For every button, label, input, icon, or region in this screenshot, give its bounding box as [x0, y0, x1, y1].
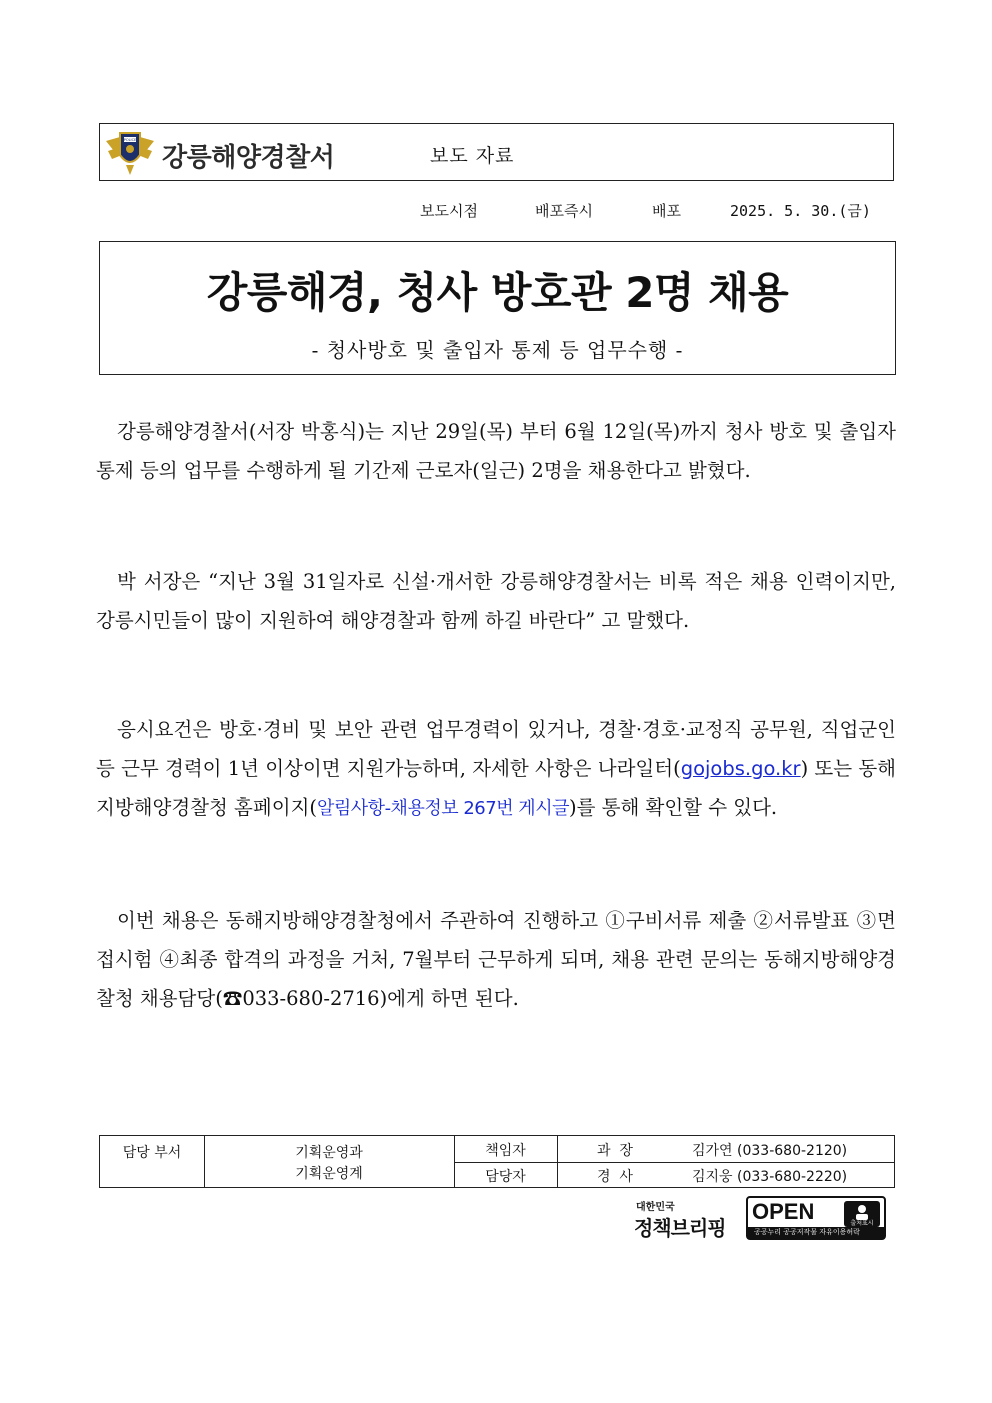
release-date: 2025. 5. 30.(금) — [730, 202, 871, 220]
briefing-big-text: 정책브리핑 — [634, 1216, 726, 1240]
contact-person-2: 김지웅 (033-680-2220) — [692, 1169, 848, 1185]
paragraph-1 — [96, 412, 896, 490]
subtitle: - 청사방호 및 출입자 통제 등 업무수행 - — [311, 338, 684, 362]
dept-label: 담당 부서 — [122, 1145, 182, 1161]
gojobs-link[interactable]: gojobs.go.kr — [680, 757, 801, 780]
title-box — [99, 241, 896, 375]
emblem-text: POLICE — [123, 138, 137, 142]
contact-title-1: 과 장 — [597, 1143, 633, 1159]
contact-table — [99, 1135, 895, 1188]
distribution-label: 배포 — [652, 202, 681, 220]
footer-logos — [634, 1196, 894, 1244]
timing-label: 보도시점 — [420, 202, 478, 220]
dept-line-1: 기획운영과 — [295, 1145, 363, 1161]
attribution-badge-text: 출처표시 — [850, 1220, 874, 1227]
open-label: OPEN — [752, 1199, 815, 1224]
briefing-small-text: 대한민국 — [636, 1202, 675, 1213]
paragraph-4-text: 이번 채용은 동해지방해양경찰청에서 주관하여 진행하고 ①구비서류 제출 ②서류발표 ③면접시험 ④최종 합격의 과정을 거처, 7월부터 근무하게 되며, 채용 관련 문의는 동해지방해양경찰청 채용담당(☎033-680-2716)에게 하면 된다. — [96, 909, 896, 1010]
kogl-caption: 공공누리 공공저작물 자유이용허락 — [748, 1227, 884, 1238]
contact-person-1: 김가연 (033-680-2120) — [692, 1143, 848, 1159]
policy-briefing-logo — [634, 1196, 738, 1242]
kogl-open-badge — [746, 1196, 886, 1240]
press-header — [99, 123, 894, 181]
paragraph-2 — [96, 562, 896, 640]
paragraph-3-part1: 응시요건은 방호·경비 및 보안 관련 업무경력이 있거나, 경찰·경호·교정직 공무원, 직업군인 등 근무 경력이 1년 이상이면 지원가능하며, 자세한 사항은 나라일터( — [96, 718, 896, 780]
paragraph-4 — [96, 901, 896, 1018]
paragraph-2-text: 박 서장은 “지난 3월 31일자로 신설·개서한 강릉해양경찰서는 비록 적은 채용 인력이지만, 강릉시민들이 많이 지원하여 해양경찰과 함께 하길 바란다” 고 말했다. — [96, 570, 896, 632]
paragraph-3-part2: ) 또는 동해지방해양경찰청 홈페이지( — [96, 757, 897, 819]
paragraph-3-part3: )를 통해 확인할 수 있다. — [568, 796, 778, 819]
notice-reference: 알림사항-채용정보 267번 게시글 — [317, 798, 569, 819]
paragraph-1-text: 강릉해양경찰서(서장 박홍식)는 지난 29일(목) 부터 6월 12일(목)까지 청사 방호 및 출입자 통제 등의 업무를 수행하게 될 기간제 근로자(일근) 2명을 채용한다고 밝혔다. — [96, 420, 896, 482]
contact-title-2: 경 사 — [597, 1169, 633, 1185]
paragraph-3 — [96, 710, 896, 828]
release-label: 보도 자료 — [430, 145, 515, 167]
page-title: 강릉해경, 청사 방호관 2명 채용 — [206, 268, 789, 317]
agency-name: 강릉해양경찰서 — [162, 143, 335, 173]
dept-line-2: 기획운영계 — [295, 1166, 363, 1182]
timing-value: 배포즉시 — [535, 202, 593, 220]
attribution-badge — [844, 1201, 880, 1227]
paragraph-3-text — [96, 710, 896, 828]
contact-role-1: 책임자 — [485, 1143, 526, 1159]
contact-role-2: 담당자 — [485, 1169, 526, 1185]
coast-guard-emblem-icon — [104, 129, 156, 177]
